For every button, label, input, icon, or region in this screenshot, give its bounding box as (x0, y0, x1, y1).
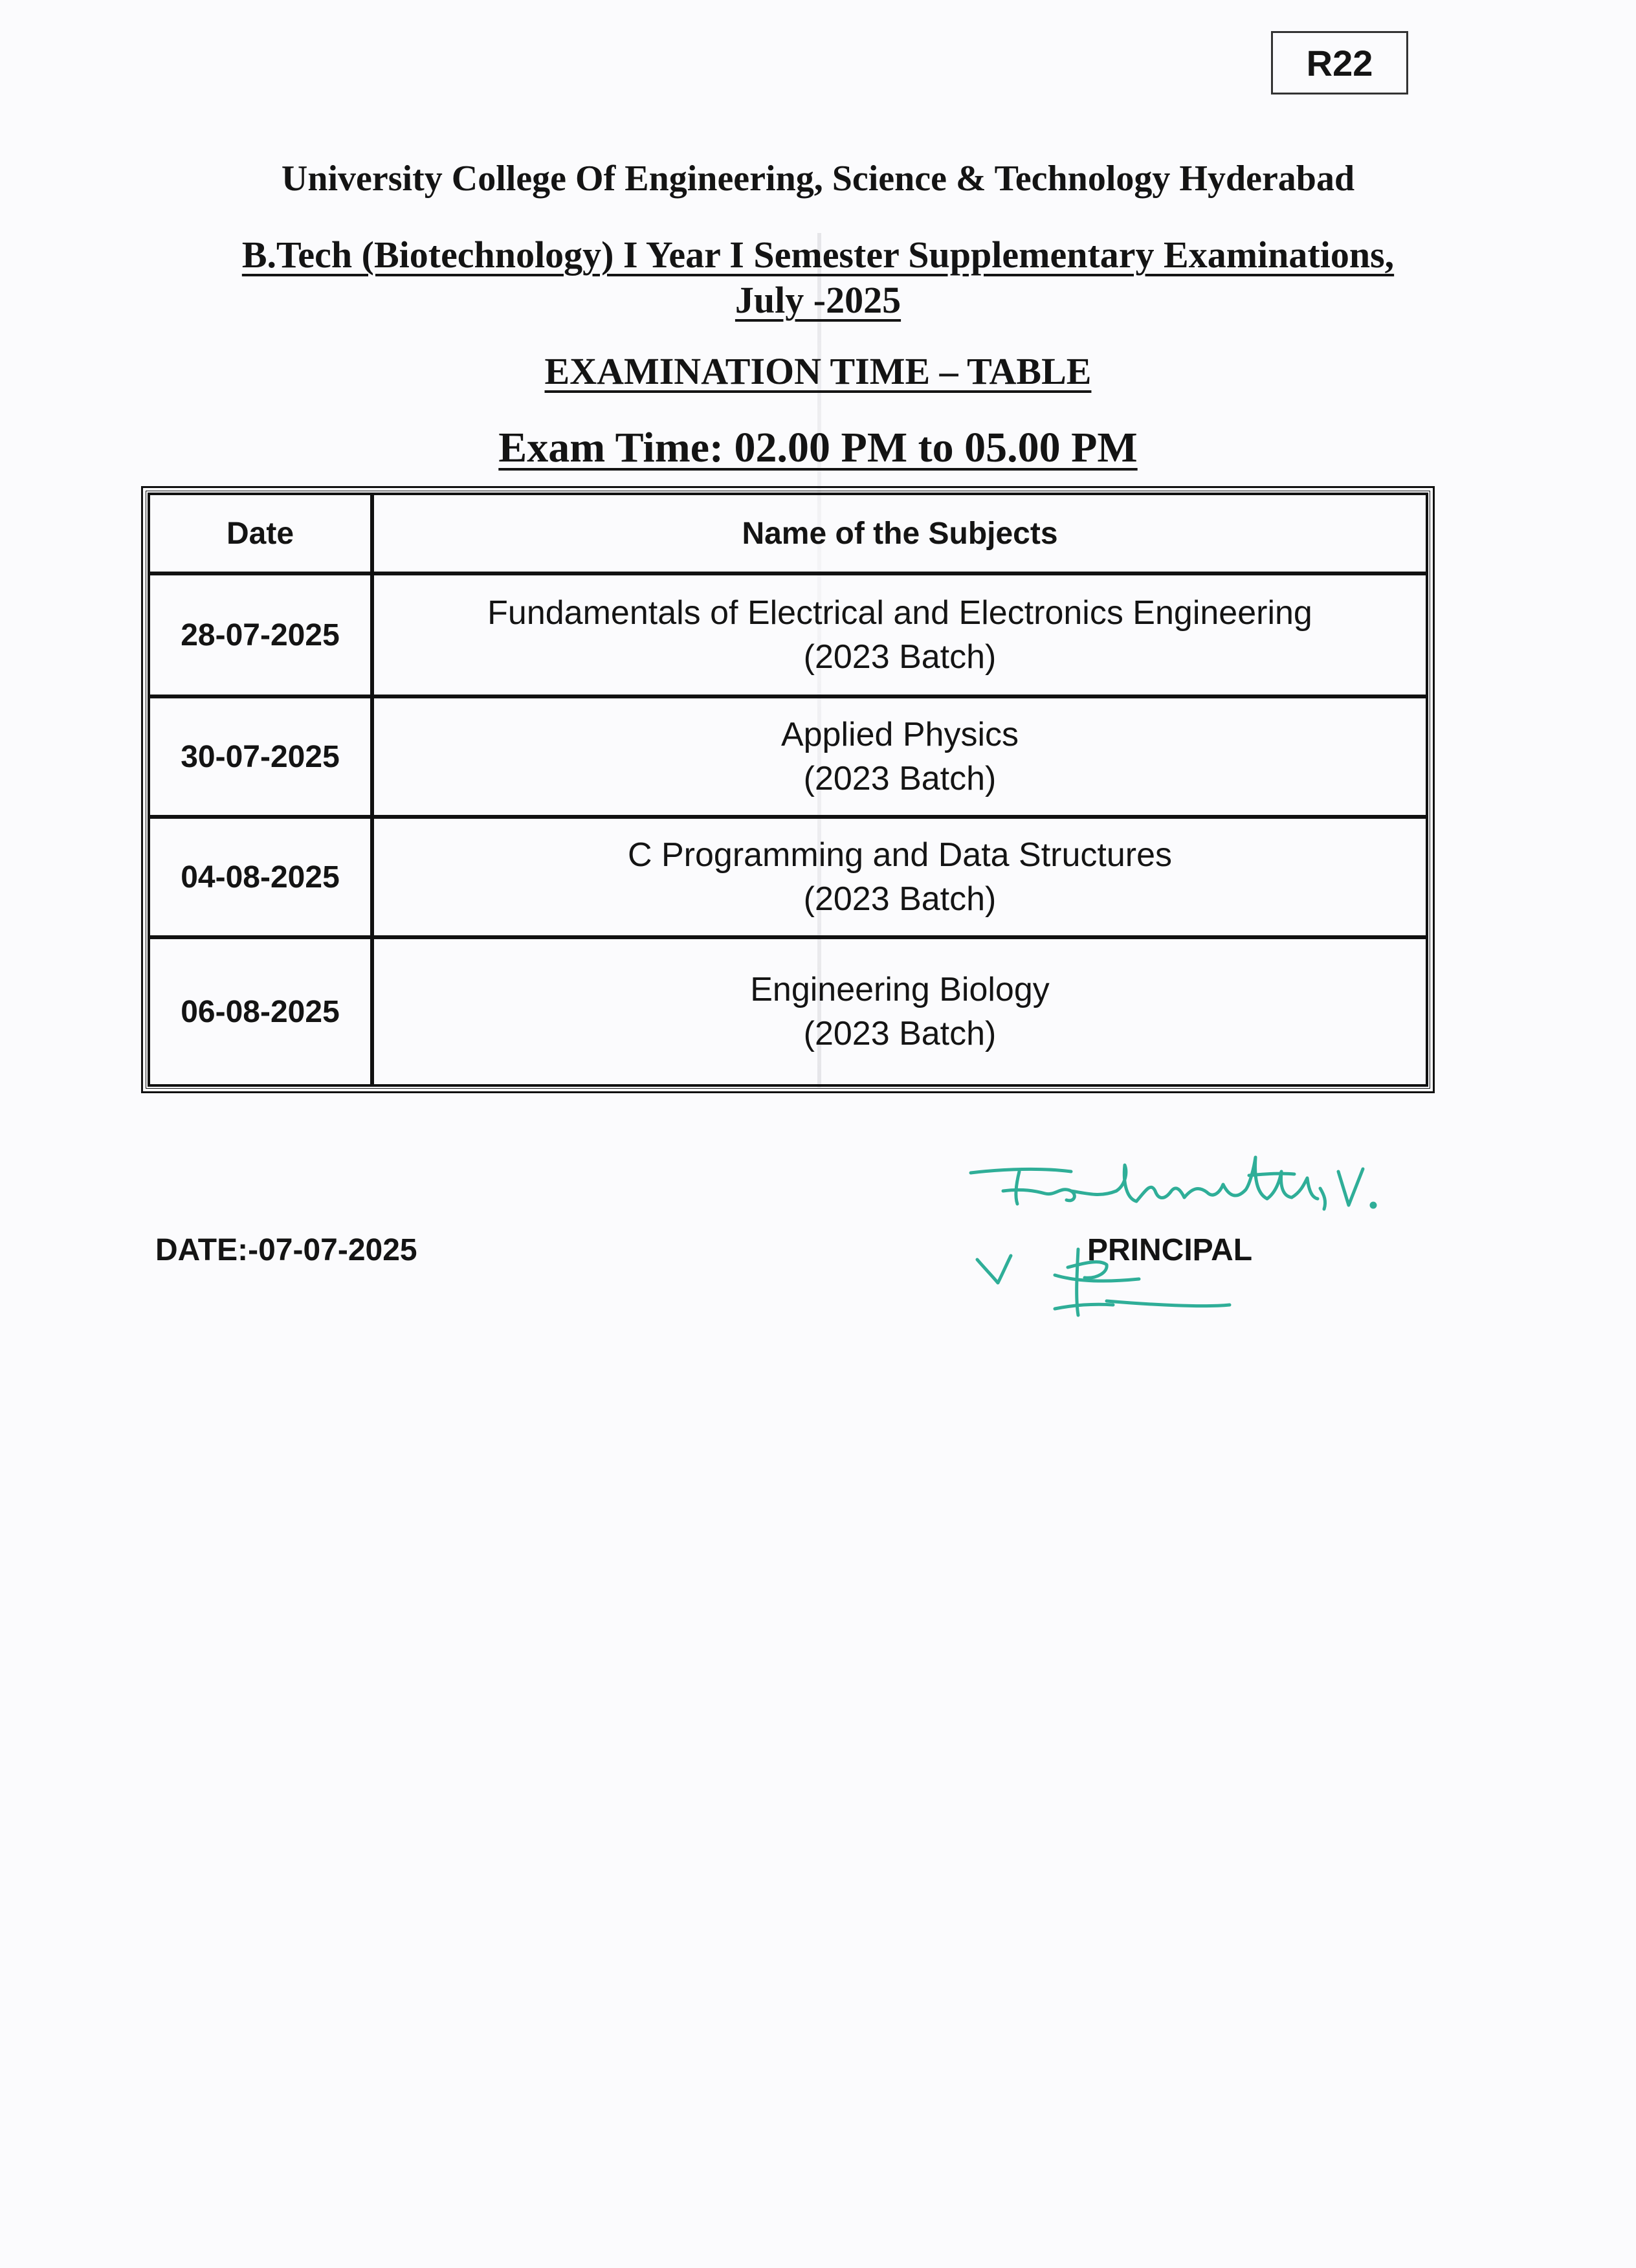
subject-batch: (2023 Batch) (803, 1015, 997, 1052)
subject-batch: (2023 Batch) (803, 638, 997, 676)
exam-time-text: Exam Time: 02.00 PM to 05.00 PM (498, 424, 1138, 471)
column-header-subjects: Name of the Subjects (372, 493, 1428, 573)
subject-cell (372, 817, 1428, 937)
exam-title-text: B.Tech (Biotechnology) I Year I Semester Supplementary Examinations, (241, 234, 1395, 276)
subject-cell (372, 573, 1428, 696)
table-header-row (148, 493, 1428, 573)
subject-name: Fundamentals of Electrical and Electronics Engineering (487, 594, 1312, 632)
timetable-heading (0, 350, 1636, 393)
issue-date: DATE:-07-07-2025 (155, 1233, 417, 1267)
table-row (148, 696, 1428, 817)
exam-month (0, 278, 1636, 322)
regulation-badge: R22 (1271, 31, 1408, 94)
table-row (148, 817, 1428, 937)
exam-title (0, 233, 1636, 276)
subject-name: C Programming and Data Structures (627, 836, 1172, 874)
table-row (148, 573, 1428, 696)
timetable (146, 491, 1430, 1089)
subject-cell (372, 937, 1428, 1086)
exam-date-cell: 30-07-2025 (148, 696, 372, 817)
subject-batch: (2023 Batch) (803, 760, 997, 797)
exam-date-cell: 28-07-2025 (148, 573, 372, 696)
principal-label: PRINCIPAL (1087, 1233, 1253, 1267)
exam-time (0, 423, 1636, 472)
timetable-heading-text: EXAMINATION TIME – TABLE (544, 350, 1092, 392)
subject-cell (372, 696, 1428, 817)
subject-name: Engineering Biology (750, 971, 1050, 1008)
subject-batch: (2023 Batch) (803, 880, 997, 918)
exam-month-text: July -2025 (735, 279, 901, 321)
subject-name: Applied Physics (780, 716, 1019, 753)
column-header-date: Date (148, 493, 372, 573)
exam-date-cell: 06-08-2025 (148, 937, 372, 1086)
institution-name: University College Of Engineering, Science & Technology Hyderabad (281, 159, 1355, 199)
table-row (148, 937, 1428, 1086)
exam-date-cell: 04-08-2025 (148, 817, 372, 937)
